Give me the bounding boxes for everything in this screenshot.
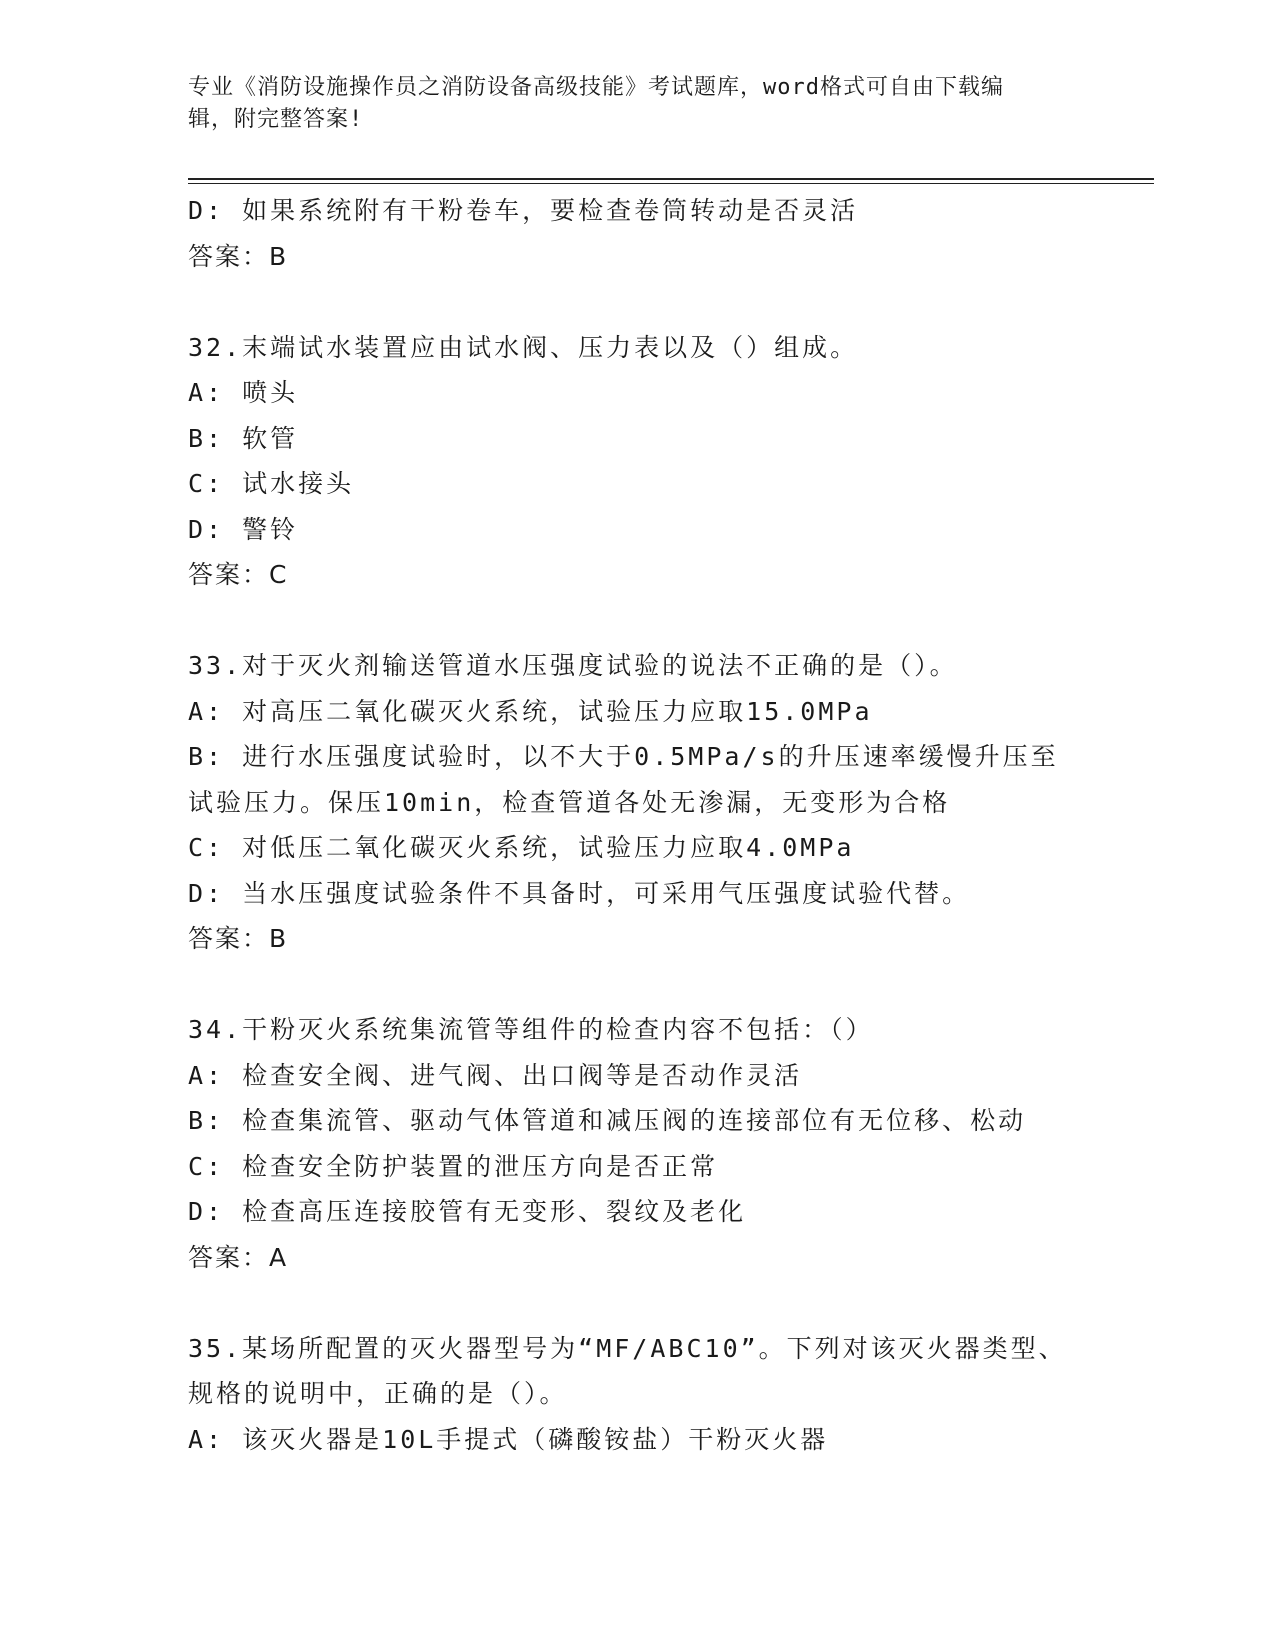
question-list (188, 188, 1068, 1462)
option-a: A: 对高压二氧化碳灭火系统，试验压力应取15.0MPa (188, 696, 873, 726)
option-c: C: 试水接头 (188, 469, 355, 498)
question-34 (188, 1007, 1068, 1280)
option-b: B: 检查集流管、驱动气体管道和减压阀的连接部位有无位移、松动 (188, 1106, 1027, 1135)
option-a: A: 检查安全阀、进气阀、出口阀等是否动作灵活 (188, 1060, 803, 1090)
spacer (188, 279, 1068, 325)
spacer (188, 598, 1068, 644)
option-a: A: 该灭火器是10L手提式（磷酸铵盐）干粉灭火器 (188, 1424, 829, 1454)
question-31-tail (188, 188, 1068, 279)
option-d: D: 警铃 (188, 514, 299, 544)
document-header (188, 72, 1068, 136)
option-c: C: 检查安全防护装置的泄压方向是否正常 (188, 1151, 719, 1181)
option-d: D: 检查高压连接胶管有无变形、裂纹及老化 (188, 1197, 747, 1226)
question-stem: 33.对于灭火剂输送管道水压强度试验的说法不正确的是（）。 (188, 651, 958, 680)
answer: 答案：C (188, 560, 289, 589)
header-divider (188, 178, 1154, 180)
header-line-2: 辑，附完整答案! (188, 107, 364, 132)
question-stem: 32.末端试水装置应由试水阀、压力表以及（）组成。 (188, 332, 859, 362)
question-33 (188, 643, 1068, 962)
option-a: A: 喷头 (188, 378, 299, 407)
spacer (188, 1280, 1068, 1326)
option-d: D: 如果系统附有干粉卷车，要检查卷筒转动是否灵活 (188, 196, 859, 225)
question-32 (188, 325, 1068, 598)
question-stem: 34.干粉灭火系统集流管等组件的检查内容不包括：（） (188, 1015, 874, 1044)
option-b-line-2: 试验压力。保压10min，检查管道各处无渗漏，无变形为合格 (188, 787, 951, 817)
question-stem-line-1: 35.某场所配置的灭火器型号为“MF/ABC10”。下列对该灭火器类型、 (188, 1333, 1067, 1363)
answer: 答案：A (188, 1242, 289, 1272)
question-stem-line-2: 规格的说明中，正确的是（）。 (188, 1379, 568, 1408)
option-b-line-1: B: 进行水压强度试验时，以不大于0.5MPa/s的升压速率缓慢升压至 (188, 742, 1059, 771)
answer: 答案：B (188, 241, 289, 271)
option-c: C: 对低压二氧化碳灭火系统，试验压力应取4.0MPa (188, 833, 855, 862)
spacer (188, 962, 1068, 1008)
header-line-1: 专业《消防设施操作员之消防设备高级技能》考试题库，word格式可自由下载编 (188, 75, 1004, 100)
option-d: D: 当水压强度试验条件不具备时，可采用气压强度试验代替。 (188, 878, 971, 908)
option-b: B: 软管 (188, 423, 299, 453)
question-35 (188, 1326, 1068, 1463)
header-divider-thin (188, 183, 1154, 184)
answer: 答案：B (188, 924, 289, 953)
